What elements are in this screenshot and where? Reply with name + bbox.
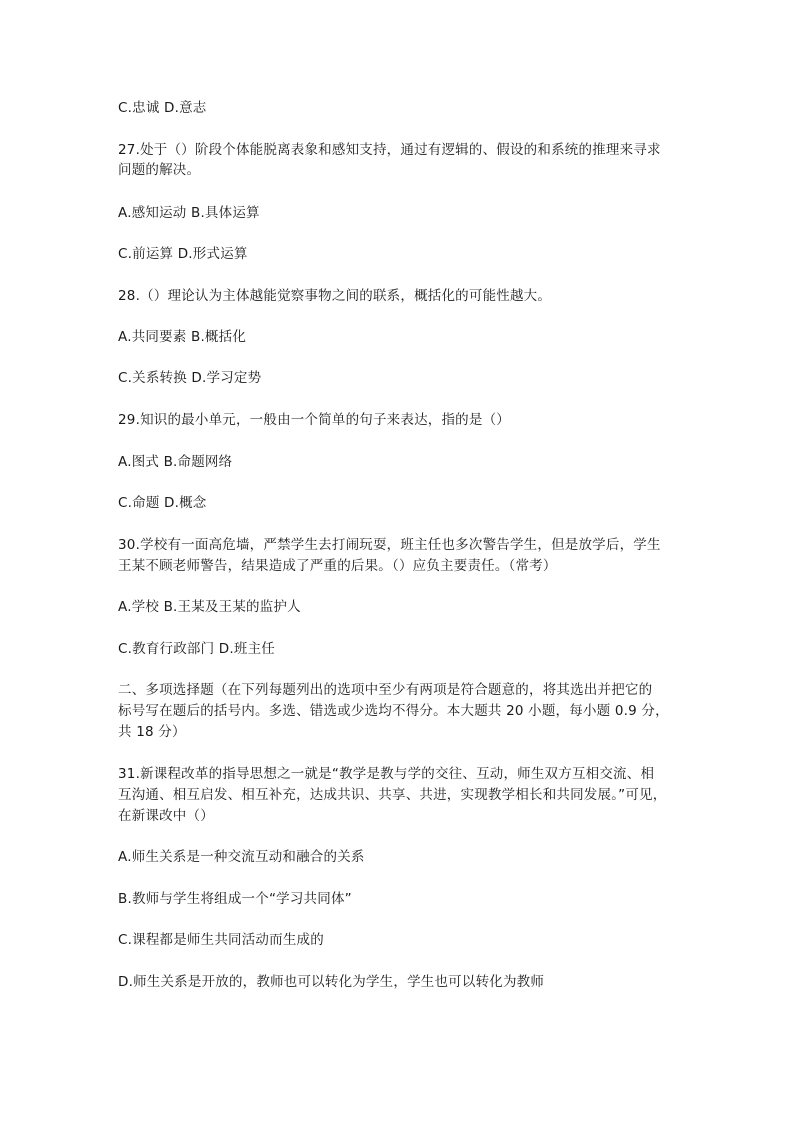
option-line-29-cd: C.命题 D.概念 — [118, 495, 207, 511]
option-31-d: D.师生关系是开放的，教师也可以转化为学生，学生也可以转化为教师 — [118, 974, 545, 990]
question-28: 28.（）理论认为主体越能觉察事物之间的联系，概括化的可能性越大。 — [118, 288, 552, 304]
question-31-line-2: 互沟通、相互启发、相互补充，达成共识、共享、共进，实现教学相长和共同发展。”可见， — [118, 787, 667, 803]
question-30-line-1: 30.学校有一面高危墙，严禁学生去打闹玩耍，班主任也多次警告学生，但是放学后，学生 — [118, 537, 661, 553]
section-heading-line-3: 共 18 分） — [118, 724, 186, 740]
question-31-line-3: 在新课改中（） — [118, 808, 214, 824]
question-30-line-2: 王某不顾老师警告，结果造成了严重的后果。（）应负主要责任。（常考） — [118, 558, 557, 574]
option-line-28-ab: A.共同要素 B.概括化 — [118, 329, 247, 345]
option-line-27-cd: C.前运算 D.形式运算 — [118, 246, 248, 262]
option-31-c: C.课程都是师生共同活动而生成的 — [118, 932, 324, 948]
question-27-line-2: 问题的解决。 — [118, 162, 201, 178]
option-line-26-cd: C.忠诚 D.意志 — [118, 100, 207, 116]
option-line-28-cd: C.关系转换 D.学习定势 — [118, 370, 262, 386]
option-line-27-ab: A.感知运动 B.具体运算 — [118, 205, 260, 221]
option-line-30-cd: C.教育行政部门 D.班主任 — [118, 641, 275, 657]
question-31-line-1: 31.新课程改革的指导思想之一就是“教学是教与学的交往、互动，师生双方互相交流、相 — [118, 766, 655, 782]
option-line-30-ab: A.学校 B.王某及王某的监护人 — [118, 599, 301, 615]
option-line-29-ab: A.图式 B.命题网络 — [118, 454, 233, 470]
option-31-b: B.教师与学生将组成一个“学习共同体” — [118, 891, 352, 907]
section-heading-line-2: 标号写在题后的括号内。多选、错选或少选均不得分。本大题共 20 小题，每小题 0.9 分， — [118, 703, 669, 719]
question-29: 29.知识的最小单元，一般由一个简单的句子来表达，指的是（） — [118, 412, 510, 428]
option-31-a: A.师生关系是一种交流互动和融合的关系 — [118, 849, 365, 865]
section-heading-line-1: 二、多项选择题（在下列每题列出的选项中至少有两项是符合题意的，将其选出并把它的 — [118, 682, 653, 698]
question-27-line-1: 27.处于（）阶段个体能脱离表象和感知支持，通过有逻辑的、假设的和系统的推理来寻求 — [118, 142, 661, 158]
